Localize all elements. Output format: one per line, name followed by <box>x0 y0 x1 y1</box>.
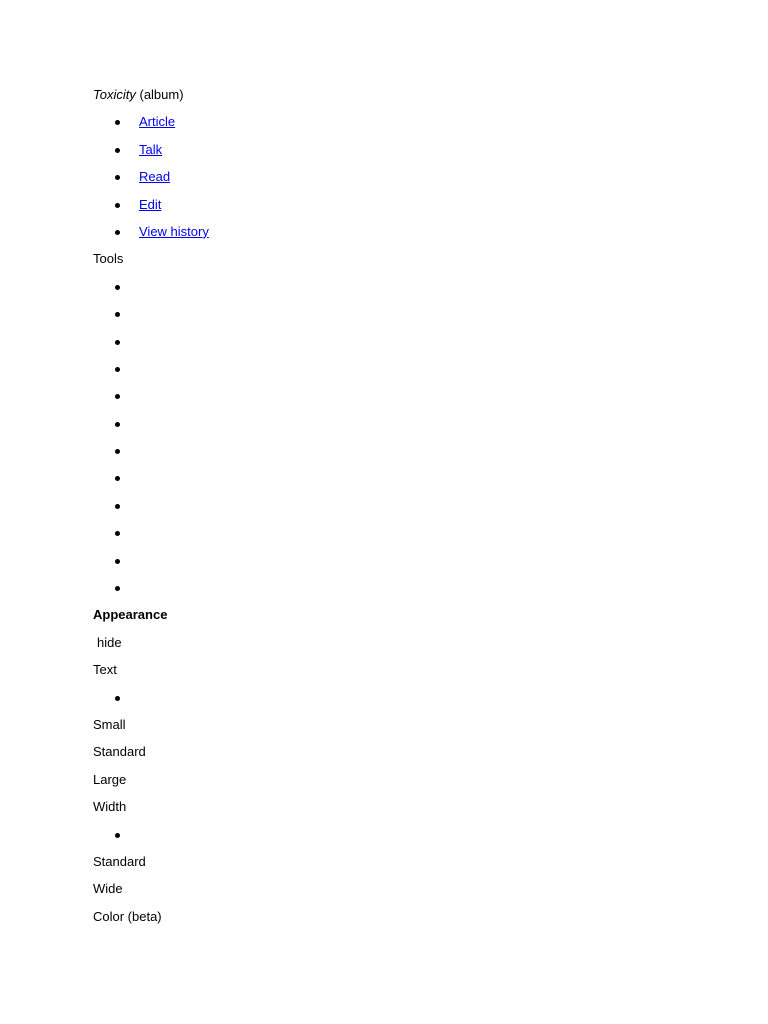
tab-talk <box>93 140 713 167</box>
bullet-icon <box>115 449 120 454</box>
color-beta-label: Color (beta) <box>93 908 162 924</box>
tab-edit-link[interactable]: Edit <box>139 196 162 212</box>
bullet-icon <box>115 422 120 427</box>
bullet-icon <box>115 203 120 208</box>
bullet-icon <box>115 394 120 399</box>
tools-list-item[interactable] <box>93 578 713 605</box>
width-option-wide[interactable]: Wide <box>93 881 123 897</box>
width-label: Width <box>93 799 127 815</box>
tab-talk-link[interactable]: Talk <box>139 141 163 157</box>
bullet-icon <box>115 559 120 564</box>
bullet-icon <box>115 586 120 591</box>
bullet-icon <box>115 312 120 317</box>
tools-list-item[interactable] <box>93 496 713 523</box>
tools-list-item[interactable] <box>93 304 713 331</box>
bullet-icon <box>115 230 120 235</box>
tools-list-item[interactable] <box>93 441 713 468</box>
text-size-item <box>93 688 713 715</box>
bullet-icon <box>115 175 120 180</box>
tab-view-history <box>93 222 713 249</box>
page-title-suffix: (album) <box>135 87 184 102</box>
text-size-label: Text <box>93 662 117 678</box>
bullet-icon <box>115 120 120 125</box>
tools-label[interactable]: Tools <box>93 251 124 267</box>
tools-list-item[interactable] <box>93 468 713 495</box>
tab-read-link[interactable]: Read <box>139 169 171 185</box>
tabs-list <box>93 112 713 249</box>
page-title-italic: Toxicity <box>93 87 136 102</box>
bullet-icon <box>115 833 120 838</box>
bullet-icon <box>115 531 120 536</box>
appearance-heading: Appearance <box>93 607 168 623</box>
tools-list-item[interactable] <box>93 386 713 413</box>
bullet-icon <box>115 476 120 481</box>
text-size-option-small[interactable]: Small <box>93 716 126 732</box>
bullet-icon <box>115 148 120 153</box>
width-item <box>93 825 713 852</box>
tab-edit <box>93 195 713 222</box>
tab-article <box>93 112 713 139</box>
text-size-option-standard[interactable]: Standard <box>93 744 146 760</box>
page-content <box>93 85 713 934</box>
bullet-icon <box>115 340 120 345</box>
tools-list-item[interactable] <box>93 523 713 550</box>
text-size-option-large[interactable]: Large <box>93 771 127 787</box>
width-option-standard[interactable]: Standard <box>93 853 146 869</box>
tab-article-link[interactable]: Article <box>139 114 176 130</box>
tools-list-item[interactable] <box>93 332 713 359</box>
bullet-icon <box>115 504 120 509</box>
bullet-icon <box>115 285 120 290</box>
tools-list-item[interactable] <box>93 551 713 578</box>
bullet-icon <box>115 696 120 701</box>
tab-view-history-link[interactable]: View history <box>139 223 209 239</box>
tools-list-item[interactable] <box>93 414 713 441</box>
tab-read <box>93 167 713 194</box>
bullet-icon <box>115 367 120 372</box>
tools-list <box>93 277 713 606</box>
page-title <box>93 85 713 112</box>
appearance-hide-button[interactable]: hide <box>97 634 122 650</box>
tools-list-item[interactable] <box>93 359 713 386</box>
tools-list-item[interactable] <box>93 277 713 304</box>
